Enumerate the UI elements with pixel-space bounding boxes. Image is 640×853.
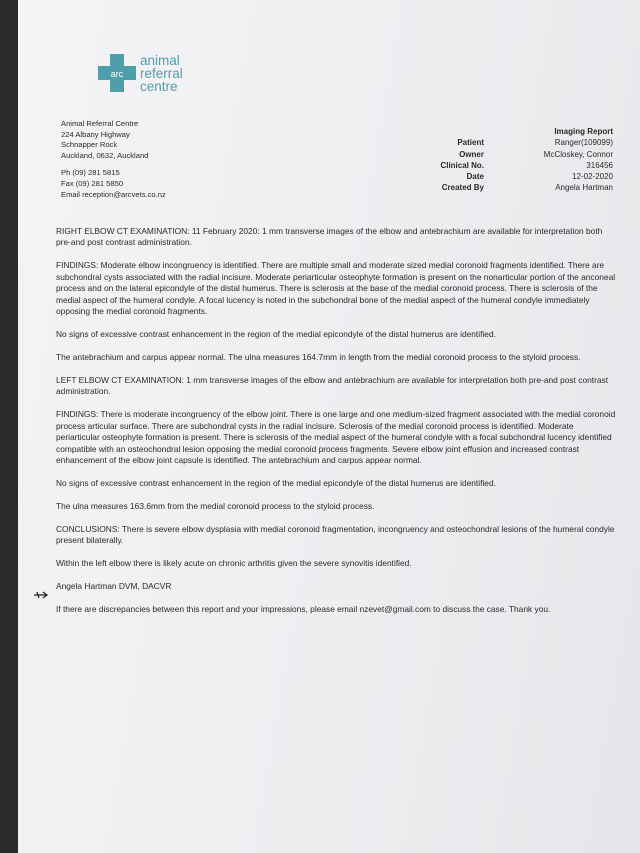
right-elbow-findings-paragraph: FINDINGS: Moderate elbow incongruency is identified. There are multiple small and moderate sized medial coronoid fragments identified. There are subchondral cysts associated with the radial incisure. Moderate periarticular osteophyte formation is present on the nonarticular portion of the anconeal process and on the lateral epicondyle of the distal humerus. There is sclerosis at the base of the medial coronoid process. There is sclerosis of the medial aspect of the humeral condyle. A focal lucency is noted in the subchondral bone of the medial aspect of the humeral condyle immediately opposing the medial coronoid fragments. [56,260,616,317]
left-arthritis-paragraph: Within the left elbow there is likely acute on chronic arthritis given the severe synovitis identified. [56,558,412,569]
left-elbow-exam-paragraph: LEFT ELBOW CT EXAMINATION: 1 mm transverse images of the elbow and antebrachium are available for interpretation both pre-and post contrast administration. [56,375,609,397]
right-elbow-exam-paragraph: RIGHT ELBOW CT EXAMINATION: 11 February 2020: 1 mm transverse images of the elbow and antebrachium are available for interpretation both pre-and post contrast administration. [56,226,603,248]
address-line: 224 Albany Highway [61,129,130,139]
logo-line: referral [140,66,183,81]
right-antebrachium-paragraph: The antebrachium and carpus appear normal. The ulna measures 164.7mm in length from the medial coronoid process to the styloid process. [56,352,581,363]
logo-line: animal [140,53,180,68]
signature-line: Angela Hartman DVM, DACVR [56,581,172,592]
meta-row-created-by [408,182,613,193]
left-contrast-paragraph: No signs of excessive contrast enhancement in the region of the medial epicondyle of the distal humerus are identified. [56,478,496,489]
meta-label: Created By [441,183,484,193]
logo-line: centre [140,79,178,94]
meta-label: Date [466,172,484,182]
clinic-email: Email reception@arcvets.co.nz [61,189,166,199]
arc-cross-icon [96,52,138,94]
meta-value: McCloskey, Connor [543,149,613,159]
meta-label: Clinical No. [440,160,484,170]
report-title: Imaging Report [554,127,613,136]
meta-value: Angela Hartman [555,183,613,193]
report-body [56,226,616,627]
address-line: Auckland, 0632, Auckland [61,150,149,160]
report-meta [408,126,613,194]
left-ulna-paragraph: The ulna measures 163.6mm from the medial coronoid process to the styloid process. [56,501,375,512]
meta-row-date [408,171,613,182]
meta-value: Ranger(109099) [554,138,613,148]
handwritten-arrow-icon [34,591,48,599]
meta-label: Patient [457,138,484,148]
meta-row-patient [408,137,613,148]
meta-label: Owner [459,149,484,159]
address-line: Schnapper Rock [61,140,118,150]
clinic-address [61,119,166,200]
meta-row-owner [408,149,613,160]
clinic-phone: Ph (09) 281 5815 [61,168,120,178]
discrepancy-note: If there are discrepancies between this report and your impressions, please email nzevet@gmail.com to discuss the case. Thank you. [56,604,551,615]
logo-wordmark [140,54,183,93]
address-line: Animal Referral Centre [61,119,139,128]
arc-logo [78,52,198,98]
logo-mark-text: arc [110,69,124,79]
meta-value: 316456 [586,160,613,170]
clinic-fax: Fax (09) 281 5850 [61,178,124,188]
left-elbow-findings-paragraph: FINDINGS: There is moderate incongruency of the elbow joint. There is one large and one medium-sized fragment associated with the medial coronoid process articular surface. There are subchondral cysts in the radial incisure. Sclerosis of the medial coronoid process is identified. Moderate periarticular osteophyte formation is present. There is sclerosis of the medial aspect of the humeral condyle with a focal subchondral lucency identified compatible with an osteochondral lesion opposing the medial coronoid process fragments. Severe elbow joint effusion and increased contrast enhancement of the elbow joint capsule is identified. The antebrachium and carpus appear normal. [56,409,616,466]
conclusions-paragraph: CONCLUSIONS: There is severe elbow dysplasia with medial coronoid fragmentation, incongruency and osteochondral lesions of the humeral condyle present bilaterally. [56,524,615,546]
right-contrast-paragraph: No signs of excessive contrast enhancement in the region of the medial epicondyle of the distal humerus are identified. [56,329,496,340]
report-page [18,0,640,853]
meta-value: 12-02-2020 [572,172,613,182]
meta-row-clinical-no [408,160,613,171]
